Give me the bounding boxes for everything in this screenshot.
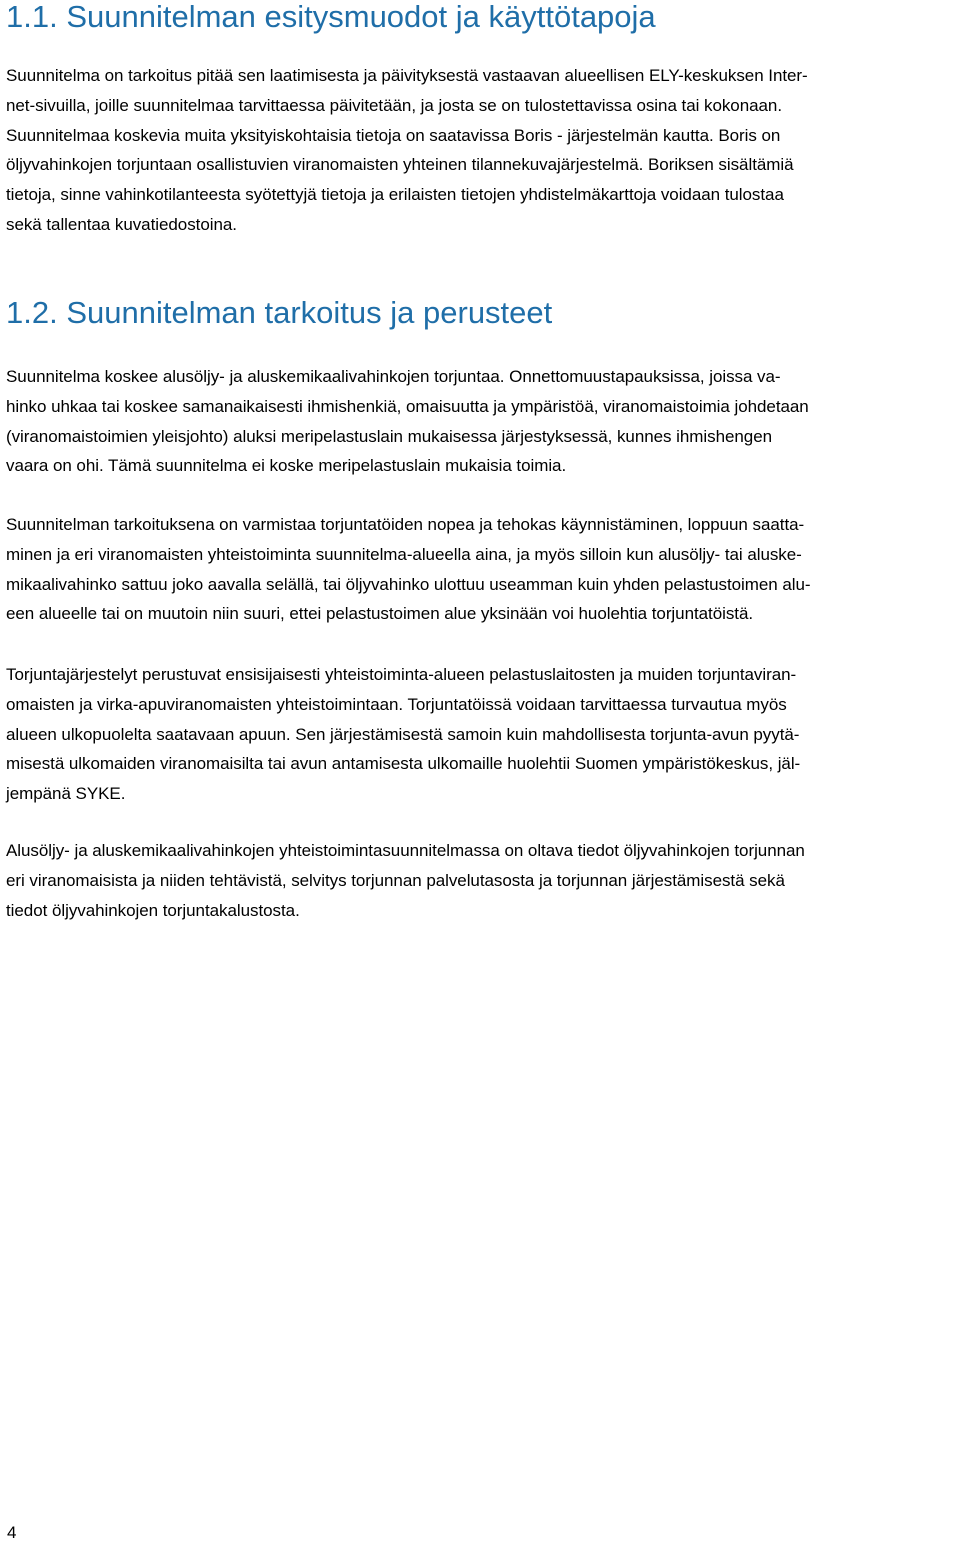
text-line: misestä ulkomaiden viranomaisilta tai avun antamisesta ulkomaille huolehtii Suomen ympäristökeskus, jäl- bbox=[6, 754, 801, 774]
text-line: tietoja, sinne vahinkotilanteesta syötettyjä tietoja ja erilaisten tietojen yhdistelmäkarttoja voidaan tulostaa bbox=[6, 185, 784, 205]
section-heading-1-2: 1.2. Suunnitelman tarkoitus ja perusteet bbox=[6, 295, 553, 330]
paragraph-required-contents bbox=[6, 836, 954, 925]
text-line: mikaalivahinko sattuu joko aavalla selällä, tai öljyvahinko ulottuu useamman kuin yhden pelastustoimen alu- bbox=[6, 574, 811, 594]
text-line: een alueelle tai on muutoin niin suuri, ettei pelastustoimen alue yksinään voi huolehtia torjuntatöistä. bbox=[6, 604, 754, 624]
text-line: Alusöljy- ja aluskemikaalivahinkojen yhteistoimintasuunnitelmassa on oltava tiedot öljyvahinkojen torjunnan bbox=[6, 841, 805, 860]
text-line: Suunnitelma koskee alusöljy- ja aluskemikaalivahinkojen torjuntaa. Onnettomuustapauksissa, joissa va- bbox=[6, 367, 781, 386]
text-line: öljyvahinkojen torjuntaan osallistuvien viranomaisten yhteinen tilannekuvajärjestelmä. Boriksen sisältämiä bbox=[6, 155, 794, 175]
text-line: Suunnitelman tarkoituksena on varmistaa torjuntatöiden nopea ja tehokas käynnistäminen, loppuun saatta- bbox=[6, 515, 805, 534]
text-line: sekä tallentaa kuvatiedostoina. bbox=[6, 214, 237, 234]
paragraph-scope bbox=[6, 362, 954, 481]
page-number: 4 bbox=[7, 1523, 17, 1542]
text-line: hinko uhkaa tai koskee samanaikaisesti ihmishenkiä, omaisuutta ja ympäristöä, viranomaistoimia johdetaan bbox=[6, 396, 809, 416]
text-line: Suunnitelmaa koskevia muita yksityiskohtaisia tietoja on saatavissa Boris - järjestelmän kautta. Boris on bbox=[6, 125, 781, 145]
text-line: Suunnitelma on tarkoitus pitää sen laatimisesta ja päivityksestä vastaavan alueellisen ELY-keskuksen Inter- bbox=[6, 66, 808, 85]
text-line: minen ja eri viranomaisten yhteistoiminta suunnitelma-alueella aina, ja myös silloin kun alusöljy- tai aluske- bbox=[6, 544, 802, 564]
text-line: eri viranomaisista ja niiden tehtävistä, selvitys torjunnan palvelutasosta ja torjunnan järjestämisestä sekä bbox=[6, 870, 785, 890]
text-line: vaara on ohi. Tämä suunnitelma ei koske meripelastuslain mukaisia toimia. bbox=[6, 456, 567, 476]
text-line: jempänä SYKE. bbox=[6, 784, 126, 804]
section-heading-1-1: 1.1. Suunnitelman esitysmuodot ja käyttötapoja bbox=[6, 0, 656, 34]
text-line: tiedot öljyvahinkojen torjuntakalustosta. bbox=[6, 900, 300, 920]
text-line: alueen ulkopuolelta saatavaan apuun. Sen järjestämisestä samoin kuin mahdollisesta torjunta-avun pyytä- bbox=[6, 724, 800, 744]
text-line: omaisten ja virka-apuviranomaisten yhteistoimintaan. Torjuntatöissä voidaan tarvittaessa turvautua myös bbox=[6, 694, 787, 714]
paragraph-arrangements bbox=[6, 660, 954, 809]
paragraph-presentation-formats bbox=[6, 61, 954, 240]
text-line: (viranomaistoimien yleisjohto) aluksi meripelastuslain mukaisessa järjestyksessä, kunnes ihmishengen bbox=[6, 426, 773, 446]
paragraph-purpose bbox=[6, 510, 954, 629]
text-line: net-sivuilla, joille suunnitelmaa tarvittaessa päivitetään, ja josta se on tulostettavissa osina tai kokonaan. bbox=[6, 95, 782, 115]
text-line: Torjuntajärjestelyt perustuvat ensisijaisesti yhteistoiminta-alueen pelastuslaitosten ja muiden torjuntaviran- bbox=[6, 665, 797, 684]
